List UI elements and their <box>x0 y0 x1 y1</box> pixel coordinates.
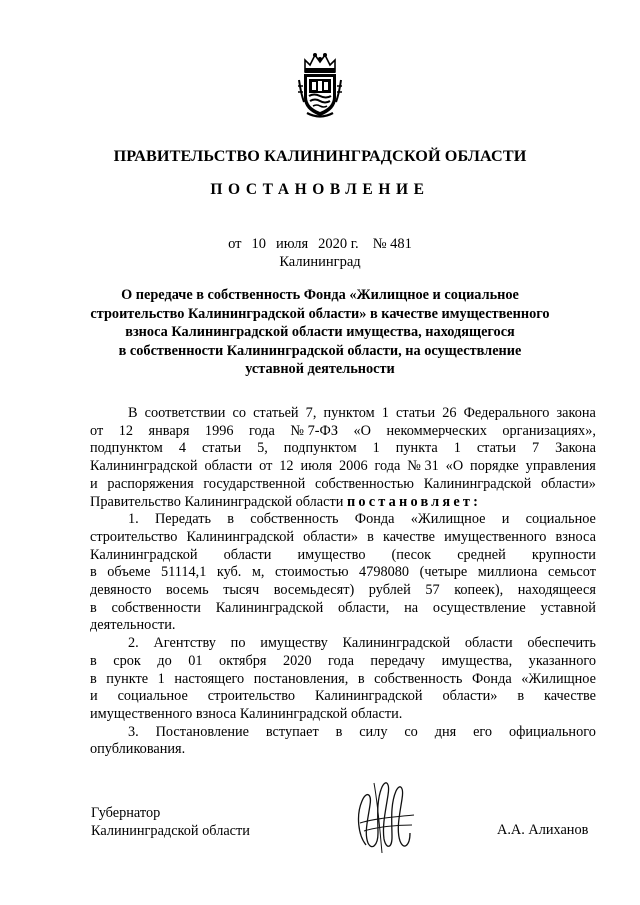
word: собственность <box>374 670 463 687</box>
body-line <box>90 635 596 653</box>
word: (песок <box>391 546 432 563</box>
word: в <box>367 528 374 545</box>
word: Фонда <box>471 670 512 687</box>
word: Фонда <box>354 511 395 528</box>
word: Калининградской <box>215 599 324 616</box>
body-line: опубликования. <box>90 741 186 758</box>
word: пункте <box>106 670 149 687</box>
word: пунктом <box>323 405 375 421</box>
body-line <box>90 600 596 618</box>
body-line <box>90 440 596 458</box>
document-city: Калининград <box>279 254 361 270</box>
word: по <box>230 635 246 652</box>
word: 57 <box>425 582 440 599</box>
coat-of-arms-emblem <box>297 50 343 120</box>
word: года <box>328 652 354 669</box>
word: (четыре <box>419 564 468 581</box>
word: 3. <box>128 723 139 740</box>
word: статьей <box>253 405 299 421</box>
word: июля <box>300 458 333 475</box>
word: социальное <box>117 688 188 705</box>
word: Постановление <box>155 723 250 740</box>
word: от <box>259 458 273 475</box>
word: куб. <box>216 564 242 581</box>
document-body <box>90 405 596 759</box>
body-line <box>90 653 596 671</box>
signer-position-line: Губернатор <box>91 805 161 821</box>
word: Калининградской <box>423 475 532 492</box>
word: и <box>90 475 98 492</box>
document-heading <box>80 286 560 379</box>
word: области, <box>338 599 390 616</box>
word: Калининградской <box>186 528 295 545</box>
word: стоимостью <box>274 564 349 581</box>
word: января <box>148 422 190 439</box>
word: порядке <box>470 458 519 475</box>
word: года <box>374 458 401 475</box>
signer-position <box>91 804 250 840</box>
word: силу <box>359 723 388 740</box>
body-line: имущественного взноса Калининградской области. <box>90 705 403 722</box>
word: восемьдесят) <box>273 582 355 599</box>
word: взноса <box>555 528 596 545</box>
word: № 31 <box>407 458 439 475</box>
word: и <box>501 511 510 528</box>
word: «Жилищное <box>521 670 596 687</box>
body-line <box>90 458 596 476</box>
word: собственности <box>111 599 201 616</box>
word: Калининградской <box>90 458 198 475</box>
word: соответствии <box>144 405 226 421</box>
document-type-title: ПОСТАНОВЛЕНИЕ <box>210 181 430 198</box>
word: Передать <box>154 511 211 528</box>
word: качестве <box>383 528 436 545</box>
word: обеспечить <box>527 635 596 652</box>
word: 51114,1 <box>160 564 207 581</box>
word: со <box>404 723 418 740</box>
signer-name: А.А. Алиханов <box>497 822 589 838</box>
word: Федерального <box>463 405 550 421</box>
body-line <box>90 511 596 529</box>
word: имущество <box>297 546 366 563</box>
word: Закона <box>555 440 596 457</box>
word: находящееся <box>517 582 596 599</box>
word: имущественного <box>444 528 547 545</box>
word: вступает <box>265 723 319 740</box>
word: статьи <box>476 440 516 457</box>
word: осуществление <box>432 599 526 616</box>
word: года <box>249 422 275 439</box>
word: тысяч <box>223 582 260 599</box>
word: № 7-ФЗ <box>290 422 339 439</box>
word: девяносто <box>90 582 152 599</box>
document-number: № 481 <box>372 236 412 252</box>
word: 4798080 <box>359 564 410 581</box>
heading-line: уставной деятельности <box>245 361 395 378</box>
word: собственность <box>250 511 339 528</box>
word: в <box>227 511 234 528</box>
word: «О <box>445 458 464 475</box>
document-date-line <box>0 236 640 253</box>
word: пункта <box>395 440 438 457</box>
heading-line: в собственности Калининградской области, на осуществление <box>118 342 522 359</box>
word: 01 <box>188 652 203 669</box>
word: передачу <box>370 652 426 669</box>
word: распоряжения <box>107 475 194 492</box>
word: подпунктом <box>283 440 357 457</box>
heading-line: О передаче в собственность Фонда «Жилищное и социальное <box>121 287 519 303</box>
word: октября <box>218 652 267 669</box>
date-day: 10 <box>251 236 266 252</box>
word: 2. <box>128 635 139 652</box>
word: средней <box>457 546 506 563</box>
body-line <box>90 688 596 706</box>
word: дня <box>434 723 457 740</box>
word: постановления, <box>253 670 349 687</box>
word: в <box>90 652 97 669</box>
word: восемь <box>166 582 209 599</box>
word: области» <box>540 475 596 492</box>
word: закона <box>556 405 596 421</box>
word: от <box>90 422 104 439</box>
word: м, <box>251 564 265 581</box>
word: некоммерческих <box>386 422 487 439</box>
word: в <box>517 688 525 705</box>
word: Агентству <box>153 635 216 652</box>
signer-position-line: Калининградской области <box>91 823 250 839</box>
word: области <box>204 458 253 475</box>
word: срок <box>113 652 141 669</box>
word: строительство <box>207 688 296 705</box>
body-line <box>90 564 596 582</box>
word: управления <box>525 458 596 475</box>
body-line <box>90 671 596 689</box>
body-line <box>90 724 596 742</box>
word: и <box>90 688 98 705</box>
word: уставной <box>540 599 596 616</box>
body-line <box>90 547 596 565</box>
word: Калининградской <box>342 635 451 652</box>
word: подпунктом <box>90 440 163 457</box>
body-line: деятельности. <box>90 617 176 634</box>
resolves-verb: постановляет: <box>346 493 482 510</box>
word: В <box>128 405 138 421</box>
word: 1. <box>128 511 139 528</box>
word: 1 <box>381 405 389 421</box>
word: 2020 <box>282 652 312 669</box>
word: крупности <box>531 546 596 563</box>
heading-line: взноса Калининградской области имущества, находящегося <box>125 324 515 341</box>
word: качестве <box>543 688 596 705</box>
word: 1996 <box>204 422 234 439</box>
word: копеек), <box>454 582 504 599</box>
word: 4 <box>178 440 186 457</box>
word: 1 <box>157 670 165 687</box>
word: социальное <box>525 511 596 528</box>
body-line <box>90 405 596 423</box>
word: статьи <box>201 440 242 457</box>
word: 1 <box>453 440 461 457</box>
word: 7, <box>305 405 317 421</box>
word: в <box>335 723 343 740</box>
word: семьсот <box>547 564 596 581</box>
word: имуществу <box>260 635 328 652</box>
word: на <box>404 599 419 616</box>
word: «Жилищное <box>410 511 486 528</box>
word: собственностью <box>315 475 414 492</box>
word: Калининградской <box>314 688 423 705</box>
word: 26 <box>442 405 457 421</box>
word: области <box>223 546 272 563</box>
body-line <box>90 476 596 494</box>
body-line <box>90 582 596 600</box>
word: организациях», <box>502 422 596 439</box>
word: 12 <box>279 458 294 475</box>
word: государственной <box>203 475 306 492</box>
word: указанного <box>528 652 596 669</box>
word: в <box>90 599 97 616</box>
word: в <box>357 670 365 687</box>
word: в <box>90 564 97 581</box>
word: «О <box>353 422 372 439</box>
word: Калининградской <box>90 546 198 563</box>
government-name: Правительство Калининградской области <box>90 493 344 510</box>
word: миллиона <box>477 564 538 581</box>
item-3-paragraph <box>90 724 596 759</box>
item-2-paragraph <box>90 635 596 724</box>
handwritten-signature <box>352 775 422 855</box>
word: 12 <box>118 422 134 439</box>
word: официального <box>508 723 596 740</box>
word: до <box>157 652 172 669</box>
word: со <box>232 405 246 421</box>
item-1-paragraph <box>90 511 596 635</box>
word: 5, <box>257 440 268 457</box>
body-line <box>90 529 596 547</box>
word: области» <box>303 528 359 545</box>
date-year: 2020 г. <box>318 236 359 252</box>
word: настоящего <box>174 670 245 687</box>
word: области <box>464 635 513 652</box>
preamble-paragraph <box>90 405 596 511</box>
word: объеме <box>107 564 151 581</box>
government-title: ПРАВИТЕЛЬСТВО КАЛИНИНГРАДСКОЙ ОБЛАСТИ <box>113 147 527 165</box>
word: 2006 <box>339 458 368 475</box>
word: области» <box>442 688 498 705</box>
word: его <box>473 723 493 740</box>
word: в <box>90 670 97 687</box>
word: строительство <box>90 528 178 545</box>
body-line <box>90 423 596 441</box>
body-line <box>90 494 596 512</box>
date-prefix: от <box>228 236 242 252</box>
word: статьи <box>396 405 436 421</box>
heading-line: строительство Калининградской области» в качестве имущественного <box>90 305 550 322</box>
date-month: июля <box>275 236 309 252</box>
word: рублей <box>368 582 411 599</box>
word: 7 <box>531 440 540 457</box>
word: имущества, <box>441 652 513 669</box>
word: 1 <box>372 440 380 457</box>
